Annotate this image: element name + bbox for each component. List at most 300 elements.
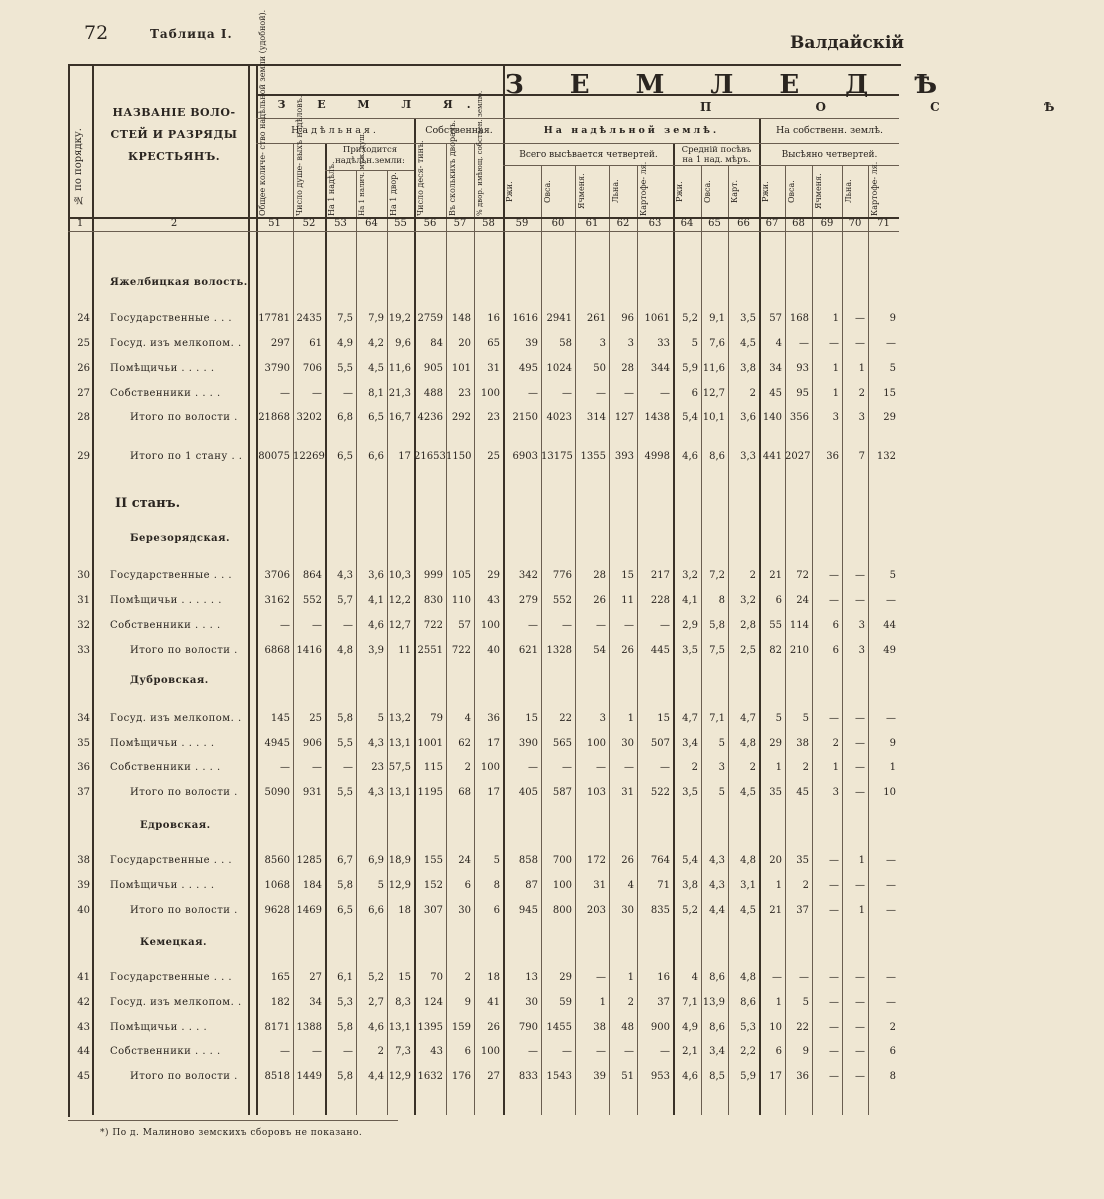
table-cell: 21653 xyxy=(414,451,446,462)
table-cell: 830 xyxy=(423,595,443,606)
table-cell: 5,8 xyxy=(337,1022,353,1033)
table-cell: 168 xyxy=(789,313,809,324)
row-label: Собственники . . . . xyxy=(110,1046,221,1057)
table-cell: — xyxy=(343,762,353,773)
subhead-c59: Ржи. xyxy=(505,181,514,202)
nadelnaya-heading: Надѣльная. xyxy=(291,125,379,136)
table-cell: 5 xyxy=(802,997,809,1008)
table-cell: 906 xyxy=(302,738,322,749)
table-cell: 87 xyxy=(525,880,538,891)
row-number: 42 xyxy=(77,997,90,1008)
table-cell: — xyxy=(829,1046,839,1057)
table-cell: 1024 xyxy=(546,363,572,374)
subhead-c63: Картофе- ля. xyxy=(639,161,648,216)
column-number: 60 xyxy=(551,218,565,229)
row-divider xyxy=(503,165,899,166)
section-edrovskaya: Едровская. xyxy=(140,820,211,831)
table-cell: 5,4 xyxy=(682,855,698,866)
table-cell: 344 xyxy=(650,363,670,374)
row-label: Государственные . . . xyxy=(110,570,233,581)
table-cell: 4,7 xyxy=(740,713,756,724)
table-cell: 1 xyxy=(832,762,839,773)
table-cell: 5,9 xyxy=(682,363,698,374)
table-cell: — xyxy=(624,388,634,399)
row-divider xyxy=(325,170,414,171)
table-cell: 40 xyxy=(487,645,500,656)
table-cell: 1543 xyxy=(546,1071,572,1082)
table-cell: 21 xyxy=(769,905,782,916)
row-number: 28 xyxy=(77,412,90,423)
column-number: 65 xyxy=(708,218,721,229)
table-cell: 4,5 xyxy=(740,905,756,916)
table-cell: — xyxy=(596,762,606,773)
table-cell: 100 xyxy=(586,738,606,749)
table-cell: 307 xyxy=(423,905,443,916)
table-cell: 8 xyxy=(889,1071,896,1082)
subhead-c64: Ржи. xyxy=(675,181,684,202)
table-label: Таблица I. xyxy=(150,27,233,41)
subhead-c71: Картофе- ля. xyxy=(870,161,879,216)
table-cell: — xyxy=(855,762,865,773)
table-cell: — xyxy=(528,620,538,631)
table-cell: 4 xyxy=(691,972,698,983)
table-cell: 3 xyxy=(858,645,865,656)
table-cell: — xyxy=(855,713,865,724)
table-cell: — xyxy=(343,388,353,399)
table-cell: 4,5 xyxy=(740,787,756,798)
table-cell: 2 xyxy=(627,997,634,1008)
table-cell: 6903 xyxy=(512,451,538,462)
table-cell: 59 xyxy=(559,997,572,1008)
sobstvennaya-heading: Собственная. xyxy=(425,125,493,136)
table-cell: 20 xyxy=(769,855,782,866)
table-cell: 8,6 xyxy=(709,1022,725,1033)
table-cell: 12,2 xyxy=(388,595,411,606)
table-cell: — xyxy=(596,972,606,983)
table-cell: 3202 xyxy=(296,412,322,423)
table-cell: 4,5 xyxy=(368,363,384,374)
table-cell: 4,5 xyxy=(740,338,756,349)
table-cell: 17 xyxy=(398,451,411,462)
table-cell: 95 xyxy=(796,388,809,399)
table-cell: 6 xyxy=(832,645,839,656)
table-cell: 12269 xyxy=(293,451,325,462)
table-cell: — xyxy=(829,338,839,349)
table-cell: 8,6 xyxy=(709,451,725,462)
table-cell: 1328 xyxy=(546,645,572,656)
table-cell: 10 xyxy=(883,787,896,798)
table-cell: 15 xyxy=(657,713,670,724)
table-cell: 495 xyxy=(518,363,538,374)
table-cell: 1469 xyxy=(296,905,322,916)
table-cell: 23 xyxy=(371,762,384,773)
table-cell: 7,5 xyxy=(709,645,725,656)
table-cell: 1 xyxy=(832,313,839,324)
row-label: Итого по 1 стану . . xyxy=(130,451,243,462)
table-cell: 8,1 xyxy=(368,388,384,399)
row-number: 45 xyxy=(77,1071,90,1082)
table-cell: 522 xyxy=(650,787,670,798)
table-cell: 5 xyxy=(889,363,896,374)
table-cell: 110 xyxy=(451,595,471,606)
column-number: 2 xyxy=(170,218,178,229)
table-cell: 54 xyxy=(593,645,606,656)
column-number: 61 xyxy=(585,218,599,229)
table-cell: 8,6 xyxy=(709,972,725,983)
table-cell: 30 xyxy=(621,905,634,916)
table-cell: 71 xyxy=(657,880,670,891)
table-cell: — xyxy=(855,595,865,606)
table-cell: 26 xyxy=(487,1022,500,1033)
table-cell: 51 xyxy=(621,1071,634,1082)
table-cell: 2 xyxy=(802,880,809,891)
table-cell: 2 xyxy=(802,762,809,773)
table-cell: 3,5 xyxy=(682,645,698,656)
table-cell: 2 xyxy=(377,1046,384,1057)
table-cell: — xyxy=(312,620,322,631)
table-cell: 155 xyxy=(423,855,443,866)
section-dubrovskaya: Дубровская. xyxy=(130,675,209,686)
table-cell: — xyxy=(562,1046,572,1057)
table-cell: 5090 xyxy=(264,787,290,798)
table-cell: 261 xyxy=(586,313,606,324)
table-cell: 900 xyxy=(650,1022,670,1033)
table-cell: 864 xyxy=(302,570,322,581)
row-label: Итого по волости . xyxy=(130,412,238,423)
table-cell: 96 xyxy=(621,313,634,324)
table-cell: 5 xyxy=(802,713,809,724)
table-cell: — xyxy=(886,905,896,916)
table-cell: 28 xyxy=(593,570,606,581)
table-cell: 17781 xyxy=(258,313,290,324)
table-cell: — xyxy=(829,880,839,891)
table-cell: 22 xyxy=(559,713,572,724)
table-cell: 24 xyxy=(458,855,471,866)
table-cell: 9 xyxy=(889,738,896,749)
table-cell: 26 xyxy=(593,595,606,606)
table-cell: 79 xyxy=(430,713,443,724)
table-cell: 184 xyxy=(302,880,322,891)
table-cell: — xyxy=(660,620,670,631)
table-cell: — xyxy=(855,997,865,1008)
table-cell: 5,7 xyxy=(337,595,353,606)
table-cell: 15 xyxy=(883,388,896,399)
table-cell: 41 xyxy=(487,997,500,1008)
footnote-rule xyxy=(68,1120,398,1121)
table-cell: 27 xyxy=(309,972,322,983)
table-cell: 31 xyxy=(621,787,634,798)
table-cell: 12,7 xyxy=(702,388,725,399)
table-cell: 5 xyxy=(377,880,384,891)
table-cell: 4,6 xyxy=(682,1071,698,1082)
table-cell: — xyxy=(829,713,839,724)
table-cell: 7,9 xyxy=(368,313,384,324)
row-label: Государственные . . . xyxy=(110,972,233,983)
table-cell: 1632 xyxy=(417,1071,443,1082)
section-kemetskaya: Кемецкая. xyxy=(140,937,207,948)
table-cell: 4023 xyxy=(546,412,572,423)
table-cell: 1150 xyxy=(446,451,472,462)
table-cell: 13,1 xyxy=(388,787,411,798)
footnote: *) По д. Малиново земскихъ сборовъ не показано. xyxy=(100,1128,363,1138)
subhead-c54: На 1 налич. муж. душ. xyxy=(358,132,366,216)
column-number: 58 xyxy=(482,218,495,229)
row-label: Помѣщичьи . . . . xyxy=(110,1022,208,1033)
table-cell: 38 xyxy=(796,738,809,749)
table-cell: 10 xyxy=(769,1022,782,1033)
table-cell: 16 xyxy=(487,313,500,324)
row-label: Помѣщичьи . . . . . xyxy=(110,880,215,891)
table-cell: 9628 xyxy=(264,905,290,916)
page-number: 72 xyxy=(84,22,109,44)
table-cell: 4,6 xyxy=(682,451,698,462)
table-cell: 1616 xyxy=(512,313,538,324)
row-label: Госуд. изъ мелкопом. . xyxy=(110,713,242,724)
prikhoditsya-heading: Приходится надѣльн.земли: xyxy=(335,145,405,166)
table-cell: 2,1 xyxy=(682,1046,698,1057)
table-cell: — xyxy=(855,1022,865,1033)
table-cell: — xyxy=(855,787,865,798)
row-divider xyxy=(256,118,899,119)
row-number: 31 xyxy=(77,595,90,606)
row-number: 44 xyxy=(77,1046,90,1057)
table-cell: 4,4 xyxy=(368,1071,384,1082)
table-cell: 12,9 xyxy=(388,880,411,891)
table-cell: 105 xyxy=(451,570,471,581)
table-cell: 833 xyxy=(518,1071,538,1082)
table-cell: 9 xyxy=(464,997,471,1008)
column-number: 55 xyxy=(394,218,407,229)
table-cell: 45 xyxy=(769,388,782,399)
table-cell: 30 xyxy=(525,997,538,1008)
subhead-c65: Овса. xyxy=(703,180,712,203)
column-number: 68 xyxy=(792,218,805,229)
table-cell: 3,5 xyxy=(740,313,756,324)
table-cell: 10,3 xyxy=(388,570,411,581)
table-cell: 210 xyxy=(789,645,809,656)
table-cell: 2759 xyxy=(417,313,443,324)
table-cell: 4,8 xyxy=(740,972,756,983)
table-cell: 1 xyxy=(599,997,606,1008)
vsego-vyseva-heading: Всего высѣвается четвертей. xyxy=(519,150,658,160)
column-number: 1 xyxy=(76,218,84,229)
table-cell: 7,1 xyxy=(682,997,698,1008)
table-cell: — xyxy=(829,1071,839,1082)
table-cell: 45 xyxy=(796,787,809,798)
table-cell: 228 xyxy=(650,595,670,606)
table-cell: 279 xyxy=(518,595,538,606)
table-cell: 2 xyxy=(858,388,865,399)
table-cell: 100 xyxy=(480,388,500,399)
table-cell: 5 xyxy=(493,855,500,866)
table-cell: 13,1 xyxy=(388,1022,411,1033)
column-number: 64 xyxy=(680,218,694,229)
table-cell: 115 xyxy=(423,762,443,773)
table-cell: — xyxy=(855,738,865,749)
table-cell: 43 xyxy=(430,1046,443,1057)
table-cell: 5 xyxy=(691,338,698,349)
table-cell: 1 xyxy=(832,388,839,399)
table-cell: 23 xyxy=(458,388,471,399)
table-cell: 445 xyxy=(650,645,670,656)
table-cell: 58 xyxy=(559,338,572,349)
table-cell: 2,8 xyxy=(740,620,756,631)
table-cell: 8518 xyxy=(264,1071,290,1082)
table-cell: 4,3 xyxy=(337,570,353,581)
table-cell: — xyxy=(886,713,896,724)
table-cell: — xyxy=(624,762,634,773)
table-cell: 2027 xyxy=(785,451,811,462)
table-cell: 5,2 xyxy=(682,905,698,916)
table-cell: — xyxy=(596,388,606,399)
table-cell: 6,1 xyxy=(337,972,353,983)
table-cell: — xyxy=(855,570,865,581)
table-cell: 29 xyxy=(487,570,500,581)
row-label: Государственные . . . xyxy=(110,855,233,866)
table-cell: 7,6 xyxy=(709,338,725,349)
row-label: Помѣщичьи . . . . . xyxy=(110,738,215,749)
row-label: Госуд. изъ мелкопом. . xyxy=(110,997,242,1008)
table-cell: 21 xyxy=(769,570,782,581)
table-cell: 4998 xyxy=(644,451,670,462)
table-cell: — xyxy=(855,338,865,349)
table-cell: 5,8 xyxy=(709,620,725,631)
table-cell: 16,7 xyxy=(388,412,411,423)
row-label: Собственники . . . . xyxy=(110,620,221,631)
table-cell: 114 xyxy=(789,620,809,631)
table-cell: — xyxy=(312,388,322,399)
table-cell: 3,1 xyxy=(740,880,756,891)
table-cell: 28 xyxy=(621,363,634,374)
table-cell: 35 xyxy=(769,787,782,798)
subhead-c61: Ячменя. xyxy=(577,173,586,210)
column-number: 71 xyxy=(877,218,890,229)
table-cell: 1438 xyxy=(644,412,670,423)
table-cell: 800 xyxy=(552,905,572,916)
table-cell: 4,7 xyxy=(682,713,698,724)
table-cell: 8 xyxy=(718,595,725,606)
table-cell: 1 xyxy=(858,363,865,374)
table-cell: 15 xyxy=(525,713,538,724)
table-cell: 26 xyxy=(621,855,634,866)
table-cell: 124 xyxy=(423,997,443,1008)
table-cell: 565 xyxy=(552,738,572,749)
table-cell: 5 xyxy=(775,713,782,724)
table-cell: 39 xyxy=(593,1071,606,1082)
table-cell: — xyxy=(312,762,322,773)
table-cell: 1395 xyxy=(417,1022,443,1033)
table-cell: 100 xyxy=(480,762,500,773)
subhead-c69: Ячменя. xyxy=(814,173,823,210)
table-cell: 4,8 xyxy=(337,645,353,656)
table-cell: 10,1 xyxy=(702,412,725,423)
table-cell: — xyxy=(886,880,896,891)
table-cell: 33 xyxy=(657,338,670,349)
table-cell: 6,9 xyxy=(368,855,384,866)
table-cell: 4,6 xyxy=(368,1022,384,1033)
table-cell: 3,9 xyxy=(368,645,384,656)
table-cell: 9 xyxy=(802,1046,809,1057)
row-number: 32 xyxy=(77,620,90,631)
column-number: 57 xyxy=(453,218,467,229)
table-cell: 6,5 xyxy=(368,412,384,423)
table-cell: 29 xyxy=(559,972,572,983)
row-number: 35 xyxy=(77,738,90,749)
subhead-c70: Льна. xyxy=(844,179,853,204)
table-cell: 3,6 xyxy=(368,570,384,581)
table-cell: 11,6 xyxy=(388,363,411,374)
row-label: Итого по волости . xyxy=(130,1071,238,1082)
table-cell: 2551 xyxy=(417,645,443,656)
row-number: 43 xyxy=(77,1022,90,1033)
row-number: 38 xyxy=(77,855,90,866)
table-cell: 790 xyxy=(518,1022,538,1033)
table-cell: — xyxy=(829,595,839,606)
table-cell: 21868 xyxy=(258,412,290,423)
table-cell: 5,5 xyxy=(337,738,353,749)
column-number: 67 xyxy=(765,218,779,229)
table-cell: 1416 xyxy=(296,645,322,656)
table-cell: 6 xyxy=(775,1046,782,1057)
table-cell: 2941 xyxy=(546,313,572,324)
table-cell: — xyxy=(312,1046,322,1057)
table-cell: — xyxy=(562,620,572,631)
table-cell: 159 xyxy=(451,1022,471,1033)
table-cell: 5,8 xyxy=(337,1071,353,1082)
row-number: 27 xyxy=(77,388,90,399)
table-cell: 2 xyxy=(749,388,756,399)
table-cell: 4,1 xyxy=(682,595,698,606)
table-cell: 1068 xyxy=(264,880,290,891)
table-cell: 36 xyxy=(796,1071,809,1082)
table-cell: 4,4 xyxy=(709,905,725,916)
row-label: Итого по волости . xyxy=(130,787,238,798)
table-cell: 6 xyxy=(775,595,782,606)
column-number: 52 xyxy=(302,218,316,229)
row-label: Собственники . . . . xyxy=(110,762,221,773)
col-divider xyxy=(414,118,416,1115)
table-cell: 101 xyxy=(451,363,471,374)
table-cell: 6,8 xyxy=(337,412,353,423)
table-cell: 70 xyxy=(430,972,443,983)
table-cell: 3 xyxy=(858,412,865,423)
table-cell: 905 xyxy=(423,363,443,374)
table-cell: 2,2 xyxy=(740,1046,756,1057)
table-cell: 8171 xyxy=(264,1022,290,1033)
table-cell: 12,9 xyxy=(388,1071,411,1082)
table-cell: 13175 xyxy=(541,451,573,462)
table-cell: 2,9 xyxy=(682,620,698,631)
table-cell: — xyxy=(596,620,606,631)
table-cell: 2 xyxy=(464,972,471,983)
table-cell: 27 xyxy=(487,1071,500,1082)
table-cell: 100 xyxy=(480,620,500,631)
table-cell: 18 xyxy=(487,972,500,983)
table-cell: — xyxy=(280,388,290,399)
table-cell: 11 xyxy=(398,645,411,656)
table-cell: 5,5 xyxy=(337,787,353,798)
table-cell: 3,2 xyxy=(740,595,756,606)
row-label: Итого по волости . xyxy=(130,905,238,916)
table-cell: — xyxy=(886,855,896,866)
table-cell: 776 xyxy=(552,570,572,581)
table-cell: 50 xyxy=(593,363,606,374)
table-cell: 722 xyxy=(423,620,443,631)
table-cell: — xyxy=(829,972,839,983)
subhead-c51: Общее количе- ство надѣльной земли (удобной). xyxy=(258,9,267,216)
table-cell: 5,2 xyxy=(682,313,698,324)
table-cell: 68 xyxy=(458,787,471,798)
